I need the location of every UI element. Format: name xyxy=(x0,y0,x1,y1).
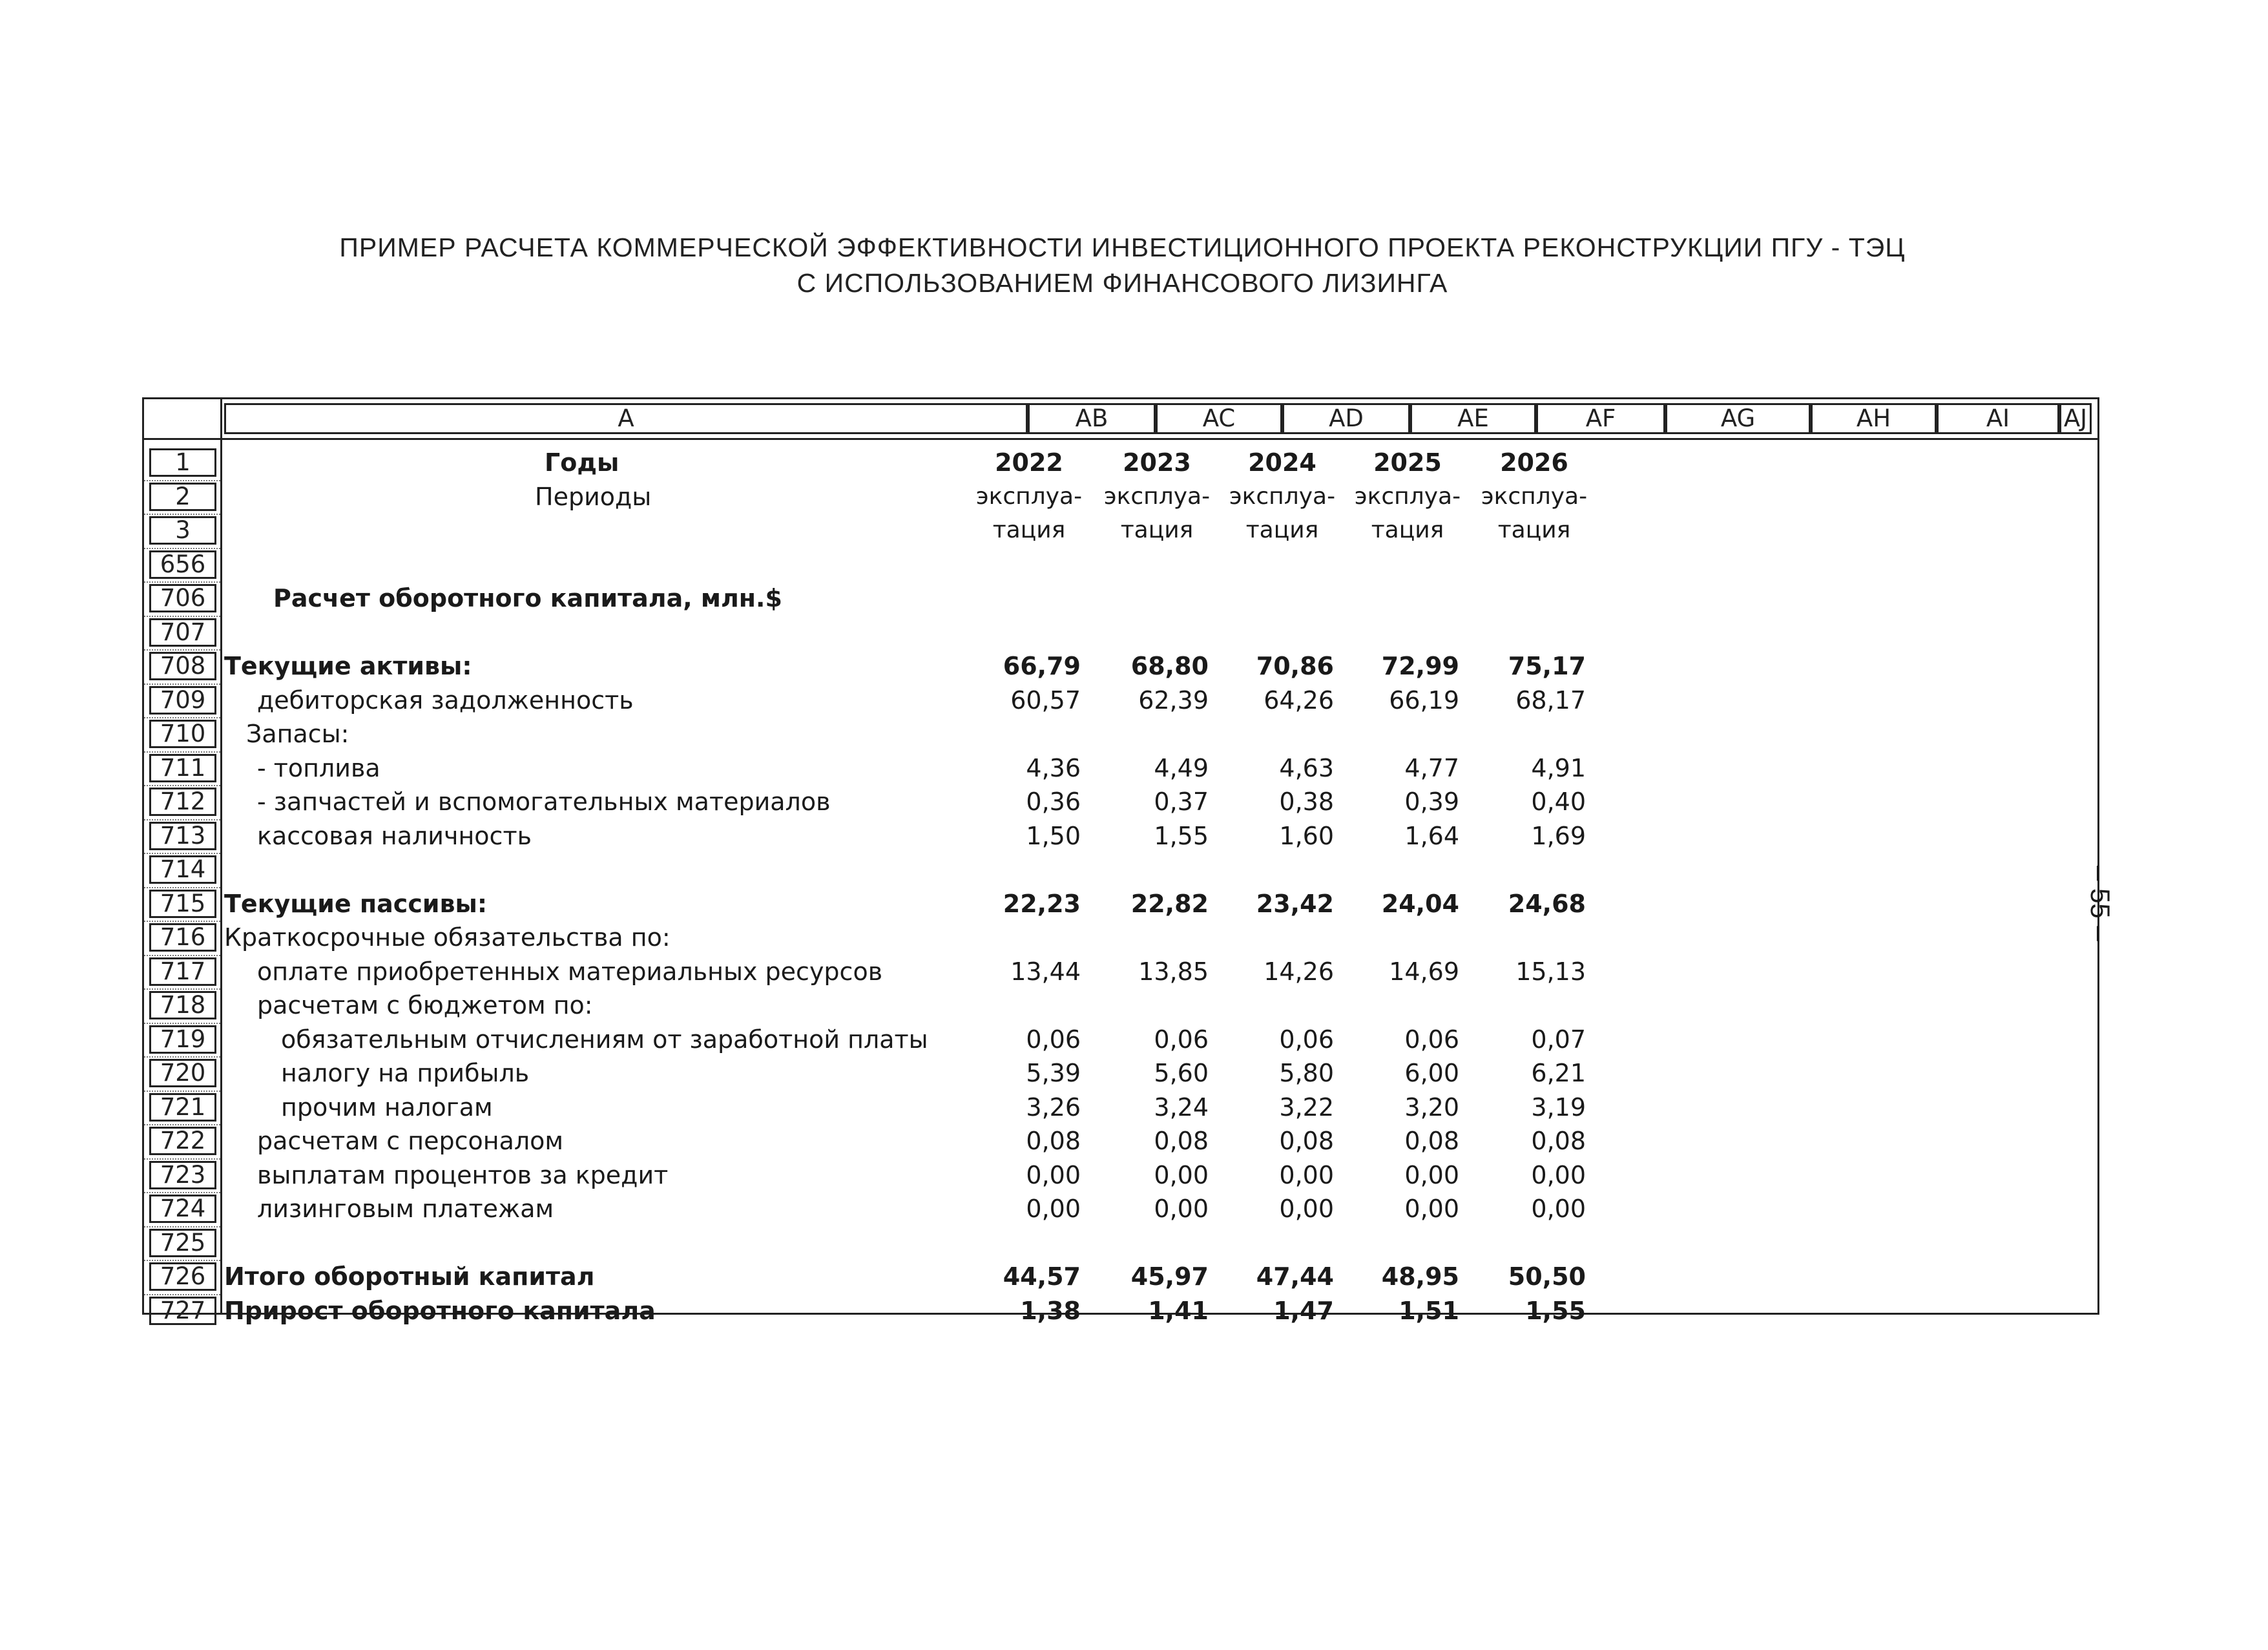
year-cell: 2023 xyxy=(1123,448,1191,477)
table-row xyxy=(144,1056,2097,1090)
row-separator xyxy=(144,1124,220,1125)
value-cell: 24,04 xyxy=(1381,889,1459,918)
row-label: кассовая наличность xyxy=(257,821,532,850)
column-header-ab[interactable]: AB xyxy=(1028,403,1156,434)
row-number[interactable]: 1 xyxy=(149,448,216,477)
document-title-line-1: ПРИМЕР РАСЧЕТА КОММЕРЧЕСКОЙ ЭФФЕКТИВНОСТИ ИНВЕСТИЦИОННОГО ПРОЕКТА РЕКОНСТРУКЦИИ ПГУ - ТЭЦ xyxy=(339,233,1906,262)
table-row xyxy=(144,1124,2097,1158)
row-number[interactable]: 720 xyxy=(149,1059,216,1087)
column-header-ah[interactable]: AH xyxy=(1811,403,1937,434)
row-separator xyxy=(144,480,220,481)
row-label: оплате приобретенных материальных ресурсов xyxy=(257,957,883,986)
row-label: Текущие пассивы: xyxy=(224,889,488,918)
value-cell: 3,24 xyxy=(1154,1092,1209,1122)
period-cell: эксплуа- xyxy=(1229,483,1336,510)
row-separator xyxy=(144,988,220,990)
value-cell: 48,95 xyxy=(1381,1262,1459,1291)
value-cell: 5,60 xyxy=(1154,1059,1209,1087)
value-cell: 13,85 xyxy=(1138,957,1209,986)
table-row xyxy=(144,616,2097,649)
value-cell: 24,68 xyxy=(1508,889,1586,918)
row-number[interactable]: 710 xyxy=(149,720,216,748)
value-cell: 66,19 xyxy=(1389,685,1459,715)
row-number[interactable]: 716 xyxy=(149,923,216,952)
table-row xyxy=(144,1158,2097,1192)
value-cell: 0,00 xyxy=(1404,1195,1459,1223)
row-label: выплатам процентов за кредит xyxy=(257,1160,669,1189)
row-label: Прирост оборотного капитала xyxy=(224,1296,656,1325)
value-cell: 1,38 xyxy=(1020,1296,1081,1325)
value-cell: 0,00 xyxy=(1154,1160,1209,1189)
value-cell: 4,91 xyxy=(1531,753,1586,782)
row-label: налогу на прибыль xyxy=(281,1059,530,1087)
value-cell: 0,39 xyxy=(1404,788,1459,816)
value-cell: 0,00 xyxy=(1279,1160,1334,1189)
row-separator xyxy=(144,1192,220,1193)
year-cell: 2024 xyxy=(1248,448,1316,477)
row-number[interactable]: 709 xyxy=(149,686,216,715)
value-cell: 0,06 xyxy=(1279,1025,1334,1054)
row-separator xyxy=(144,649,220,651)
column-header-af[interactable]: AF xyxy=(1536,403,1665,434)
table-row xyxy=(144,649,2097,683)
value-cell: 3,22 xyxy=(1279,1092,1334,1122)
value-cell: 45,97 xyxy=(1130,1262,1209,1291)
value-cell: 0,37 xyxy=(1154,788,1209,816)
value-cell: 68,80 xyxy=(1130,652,1209,680)
value-cell: 0,00 xyxy=(1026,1160,1081,1189)
row-label: - топлива xyxy=(257,753,380,782)
table-row xyxy=(144,1091,2097,1124)
value-cell: 75,17 xyxy=(1508,652,1586,680)
row-label: Краткосрочные обязательства по: xyxy=(224,923,671,952)
value-cell: 0,00 xyxy=(1279,1195,1334,1223)
value-cell: 5,39 xyxy=(1026,1059,1081,1087)
value-cell: 3,26 xyxy=(1026,1092,1081,1122)
value-cell: 72,99 xyxy=(1381,652,1459,680)
value-cell: 1,64 xyxy=(1404,821,1459,850)
row-number[interactable]: 712 xyxy=(149,788,216,816)
row-separator xyxy=(144,921,220,922)
row-number[interactable]: 714 xyxy=(149,855,216,884)
value-cell: 4,63 xyxy=(1279,753,1334,782)
row-label: Запасы: xyxy=(246,720,349,748)
year-cell: 2022 xyxy=(995,448,1063,477)
row-number[interactable]: 717 xyxy=(149,957,216,986)
value-cell: 0,00 xyxy=(1154,1195,1209,1223)
period-cell: тация xyxy=(1497,517,1571,543)
row-separator xyxy=(144,684,220,685)
value-cell: 47,44 xyxy=(1256,1262,1334,1291)
year-cell: 2026 xyxy=(1500,448,1568,477)
spreadsheet-table xyxy=(142,397,2099,1325)
table-row xyxy=(144,1226,2097,1260)
row-label: лизинговым платежам xyxy=(257,1195,554,1223)
document-title-line-2: С ИСПОЛЬЗОВАНИЕМ ФИНАНСОВОГО ЛИЗИНГА xyxy=(796,268,1448,298)
period-cell: эксплуа- xyxy=(1354,483,1461,510)
value-cell: 4,77 xyxy=(1404,753,1459,782)
table-row xyxy=(144,887,2097,921)
periods-label: Периоды xyxy=(535,482,652,511)
row-number[interactable]: 715 xyxy=(149,890,216,918)
row-separator xyxy=(144,514,220,515)
value-cell: 0,06 xyxy=(1026,1025,1081,1054)
period-cell: тация xyxy=(1245,517,1319,543)
table-row xyxy=(144,853,2097,886)
value-cell: 1,51 xyxy=(1399,1296,1459,1325)
row-separator xyxy=(144,616,220,617)
value-cell: 23,42 xyxy=(1256,889,1334,918)
value-cell: 60,57 xyxy=(1010,685,1081,715)
table-row xyxy=(144,514,2097,547)
value-cell: 13,44 xyxy=(1010,957,1081,986)
column-header-ai[interactable]: AI xyxy=(1937,403,2059,434)
row-label: Текущие активы: xyxy=(224,652,472,680)
row-separator xyxy=(144,887,220,888)
row-number[interactable]: 719 xyxy=(149,1025,216,1054)
row-separator xyxy=(144,751,220,753)
section-title: Расчет оборотного капитала, млн.$ xyxy=(273,584,782,612)
value-cell: 70,86 xyxy=(1256,652,1334,680)
table-row xyxy=(144,785,2097,819)
table-row xyxy=(144,819,2097,853)
value-cell: 62,39 xyxy=(1138,685,1209,715)
table-row xyxy=(144,955,2097,988)
period-cell: тация xyxy=(1371,517,1444,543)
row-number[interactable]: 725 xyxy=(149,1229,216,1257)
row-separator xyxy=(144,853,220,854)
value-cell: 0,00 xyxy=(1026,1195,1081,1223)
period-cell: эксплуа- xyxy=(1103,483,1211,510)
column-header-aj[interactable]: AJ xyxy=(2059,403,2092,434)
table-row xyxy=(144,684,2097,717)
table-row xyxy=(144,1192,2097,1226)
row-number[interactable]: 2 xyxy=(149,483,216,511)
row-separator xyxy=(144,1023,220,1024)
table-row xyxy=(144,446,2097,479)
value-cell: 1,60 xyxy=(1279,821,1334,850)
column-header-divider xyxy=(144,438,2097,440)
table-row xyxy=(144,1294,2097,1328)
column-header-a[interactable]: A xyxy=(224,403,1028,434)
value-cell: 0,08 xyxy=(1531,1127,1586,1155)
value-cell: 6,00 xyxy=(1404,1059,1459,1087)
value-cell: 0,08 xyxy=(1404,1127,1459,1155)
row-number[interactable]: 711 xyxy=(149,754,216,782)
value-cell: 44,57 xyxy=(1003,1262,1081,1291)
years-label: Годы xyxy=(545,448,619,477)
value-cell: 6,21 xyxy=(1531,1059,1586,1087)
row-separator xyxy=(144,1056,220,1058)
row-number[interactable]: 3 xyxy=(149,516,216,545)
table-row xyxy=(144,988,2097,1022)
column-header-ad[interactable]: AD xyxy=(1282,403,1410,434)
value-cell: 1,55 xyxy=(1525,1296,1586,1325)
period-cell: тация xyxy=(992,517,1066,543)
value-cell: 14,69 xyxy=(1389,957,1459,986)
value-cell: 0,08 xyxy=(1279,1127,1334,1155)
row-separator xyxy=(144,819,220,820)
column-header-ac[interactable]: AC xyxy=(1156,403,1282,434)
year-cell: 2025 xyxy=(1373,448,1442,477)
table-row xyxy=(144,751,2097,785)
row-separator xyxy=(144,717,220,718)
column-header-ae[interactable]: AE xyxy=(1410,403,1536,434)
value-cell: 0,40 xyxy=(1531,788,1586,816)
row-separator xyxy=(144,785,220,786)
row-number[interactable]: 708 xyxy=(149,652,216,680)
row-label: - запчастей и вспомогательных материалов xyxy=(257,788,831,816)
value-cell: 64,26 xyxy=(1264,685,1334,715)
column-header-ag[interactable]: AG xyxy=(1665,403,1811,434)
value-cell: 50,50 xyxy=(1508,1262,1586,1291)
row-separator xyxy=(144,1226,220,1227)
table-row xyxy=(144,1260,2097,1293)
period-cell: эксплуа- xyxy=(1481,483,1588,510)
value-cell: 1,55 xyxy=(1154,821,1209,850)
value-cell: 66,79 xyxy=(1003,652,1081,680)
table-row xyxy=(144,1023,2097,1056)
table-row xyxy=(144,581,2097,615)
row-number[interactable]: 706 xyxy=(149,584,216,612)
page-number: – 55 – xyxy=(2085,866,2116,941)
value-cell: 0,07 xyxy=(1531,1025,1586,1054)
period-cell: эксплуа- xyxy=(975,483,1083,510)
period-cell: тация xyxy=(1120,517,1194,543)
row-number[interactable]: 718 xyxy=(149,991,216,1019)
value-cell: 5,80 xyxy=(1279,1059,1334,1087)
value-cell: 0,08 xyxy=(1026,1127,1081,1155)
row-separator xyxy=(144,581,220,583)
row-label: дебиторская задолженность xyxy=(257,685,634,715)
row-number[interactable]: 656 xyxy=(149,550,216,579)
value-cell: 0,08 xyxy=(1154,1127,1209,1155)
row-number[interactable]: 727 xyxy=(149,1297,216,1325)
value-cell: 22,23 xyxy=(1003,889,1081,918)
row-separator xyxy=(144,1260,220,1261)
table-row xyxy=(144,480,2097,514)
row-label: Итого оборотный капитал xyxy=(224,1262,595,1291)
row-number[interactable]: 726 xyxy=(149,1262,216,1291)
value-cell: 4,49 xyxy=(1154,753,1209,782)
row-label: расчетам с бюджетом по: xyxy=(257,991,593,1019)
value-cell: 0,06 xyxy=(1404,1025,1459,1054)
value-cell: 0,38 xyxy=(1279,788,1334,816)
row-number[interactable]: 722 xyxy=(149,1127,216,1155)
row-label: обязательным отчислениям от заработной платы xyxy=(281,1025,928,1054)
value-cell: 0,00 xyxy=(1531,1160,1586,1189)
value-cell: 3,20 xyxy=(1404,1092,1459,1122)
row-separator xyxy=(144,1158,220,1160)
table-row xyxy=(144,548,2097,581)
value-cell: 1,41 xyxy=(1148,1296,1209,1325)
value-cell: 0,00 xyxy=(1404,1160,1459,1189)
value-cell: 1,69 xyxy=(1531,821,1586,850)
table-row xyxy=(144,921,2097,954)
row-number[interactable]: 724 xyxy=(149,1195,216,1223)
row-number[interactable]: 723 xyxy=(149,1161,216,1189)
value-cell: 14,26 xyxy=(1264,957,1334,986)
row-separator xyxy=(144,1091,220,1092)
value-cell: 3,19 xyxy=(1531,1092,1586,1122)
row-separator xyxy=(144,955,220,956)
value-cell: 0,00 xyxy=(1531,1195,1586,1223)
value-cell: 0,06 xyxy=(1154,1025,1209,1054)
value-cell: 22,82 xyxy=(1130,889,1209,918)
table-row xyxy=(144,717,2097,751)
row-separator xyxy=(144,1294,220,1295)
value-cell: 15,13 xyxy=(1515,957,1586,986)
row-number[interactable]: 713 xyxy=(149,822,216,850)
value-cell: 0,36 xyxy=(1026,788,1081,816)
row-number[interactable]: 707 xyxy=(149,618,216,647)
value-cell: 1,50 xyxy=(1026,821,1081,850)
value-cell: 1,47 xyxy=(1273,1296,1334,1325)
row-separator xyxy=(144,548,220,549)
value-cell: 4,36 xyxy=(1026,753,1081,782)
value-cell: 68,17 xyxy=(1515,685,1586,715)
row-number[interactable]: 721 xyxy=(149,1093,216,1122)
row-label: прочим налогам xyxy=(281,1092,493,1122)
row-label: расчетам с персоналом xyxy=(257,1127,564,1155)
